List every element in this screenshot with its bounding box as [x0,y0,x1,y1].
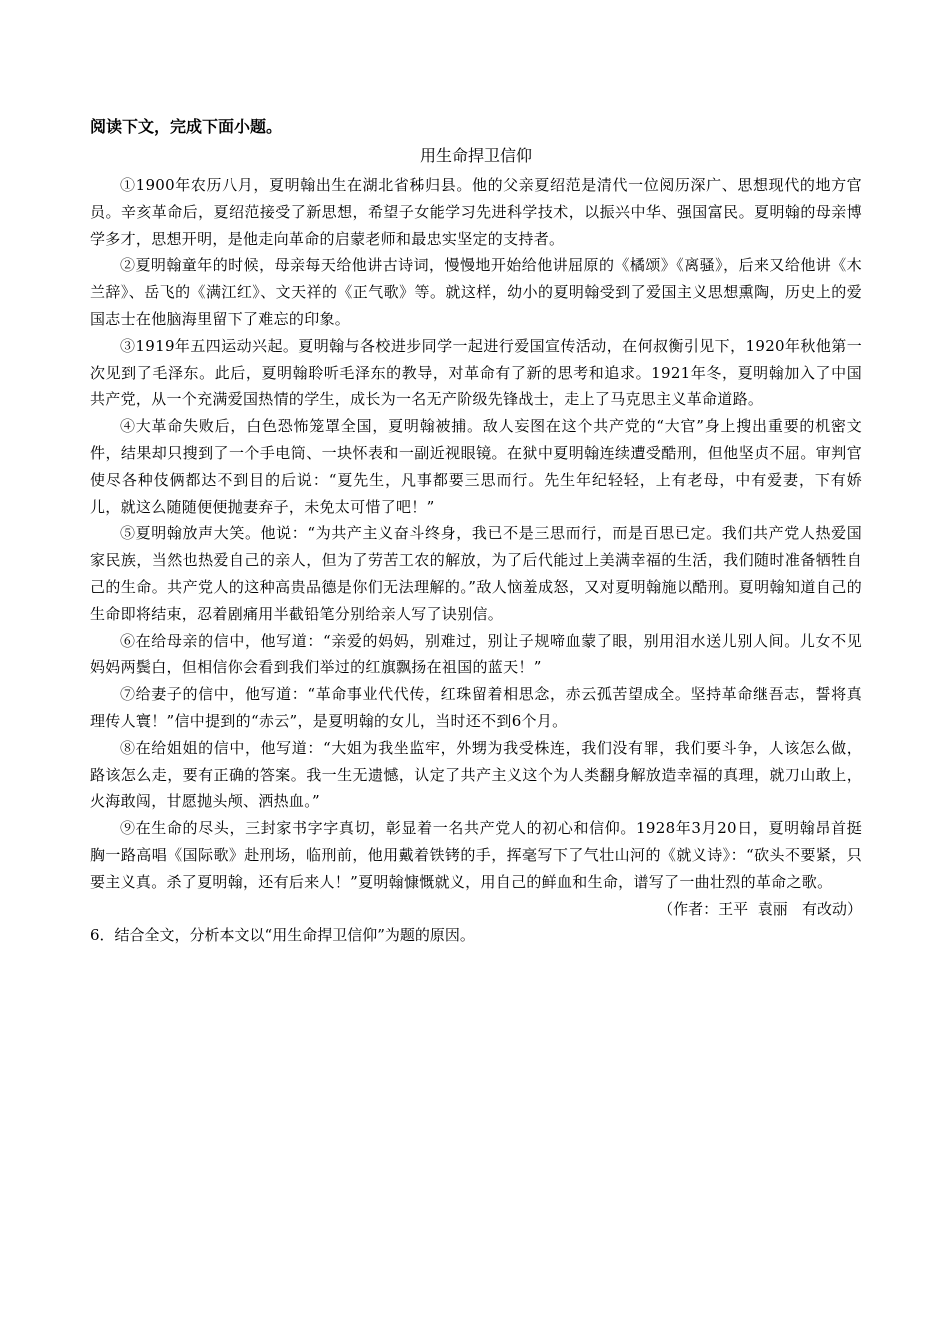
article-title: 用生命捍卫信仰 [419,146,532,165]
paragraph-8: ⑧在给姐姐的信中，他写道：“大姐为我坐监牢，外甥为我受株连，我们没有罪，我们要斗争，人该怎么做，路该怎么走，要有正确的答案。我一生无遗憾，认定了共产主义这个为人类翻身解放造幸福的真理，就刀山敢上，火海敢闯，甘愿抛头颅、洒热血。” [90,738,862,811]
author-credit: （作者：王平 袁丽 有改动） [658,899,862,918]
paragraph-3: ③1919年五四运动兴起。夏明翰与各校进步同学一起进行爱国宣传活动，在何叔衡引见下，1920年秋他第一次见到了毛泽东。此后，夏明翰聆听毛泽东的教导，对革命有了新的思考和追求。1921年冬，夏明翰加入了中国共产党，从一个充满爱国热情的学生，成长为一名无产阶级先锋战士，走上了马克思主义革命道路。 [90,336,862,409]
paragraph-7: ⑦给妻子的信中，他写道：“革命事业代代传，红珠留着相思念，赤云孤苦望成全。坚持革命继吾志，誓将真理传人寰！”信中提到的“赤云”，是夏明翰的女儿，当时还不到6个月。 [90,685,862,730]
document-page [90,114,862,949]
paragraph-6: ⑥在给母亲的信中，他写道：“亲爱的妈妈，别难过，别让子规啼血蒙了眼，别用泪水送儿别人间。儿女不见妈妈两鬓白，但相信你会看到我们举过的红旗飘扬在祖国的蓝天！” [90,631,862,677]
paragraph-2: ②夏明翰童年的时候，母亲每天给他讲古诗词，慢慢地开始给他讲屈原的《橘颂》《离骚》，后来又给他讲《木兰辞》、岳飞的《满江红》、文天祥的《正气歌》等。就这样，幼小的夏明翰受到了爱国主义思想熏陶，历史上的爱国志士在他脑海里留下了难忘的印象。 [90,256,862,328]
reading-instruction: 阅读下文，完成下面小题。 [90,117,283,136]
paragraph-4: ④大革命失败后，白色恐怖笼罩全国，夏明翰被捕。敌人妄图在这个共产党的“大官”身上搜出重要的机密文件，结果却只搜到了一个手电筒、一块怀表和一副近视眼镜。在狱中夏明翰连续遭受酷刑，但他坚贞不屈。审判官使尽各种伎俩都达不到目的后说：“夏先生，凡事都要三思而行。先生年纪轻轻，上有老母，中有爱妻，下有娇儿，就这么随随便便抛妻弃子，未免太可惜了吧！” [90,417,862,516]
paragraph-1: ①1900年农历八月，夏明翰出生在湖北省秭归县。他的父亲夏绍范是清代一位阅历深广、思想现代的地方官员。辛亥革命后，夏绍范接受了新思想，希望子女能学习先进科学技术，以振兴中华、强国富民。夏明翰的母亲博学多才，思想开明，是他走向革命的启蒙老师和最忠实坚定的支持者。 [90,176,862,248]
question-6: 6．结合全文，分析本文以“用生命捍卫信仰”为题的原因。 [90,926,475,945]
paragraph-5: ⑤夏明翰放声大笑。他说：“为共产主义奋斗终身，我已不是三思而行，而是百思已定。我们共产党人热爱国家民族，当然也热爱自己的亲人，但为了劳苦工农的解放，为了后代能过上美满幸福的生活，我们随时准备牺牲自己的生命。共产党人的这种高贵品德是你们无法理解的。”敌人恼羞成怒，又对夏明翰施以酷刑。夏明翰知道自己的生命即将结束，忍着剧痛用半截铅笔分别给亲人写了诀别信。 [90,524,862,623]
paragraph-9: ⑨在生命的尽头，三封家书字字真切，彰显着一名共产党人的初心和信仰。1928年3月20日，夏明翰昂首挺胸一路高唱《国际歌》赴刑场，临刑前，他用戴着铁铐的手，挥毫写下了气壮山河的《就义诗》：“砍头不要紧，只要主义真。杀了夏明翰，还有后来人！”夏明翰慷慨就义，用自己的鲜血和生命，谱写了一曲壮烈的革命之歌。 [90,819,862,891]
